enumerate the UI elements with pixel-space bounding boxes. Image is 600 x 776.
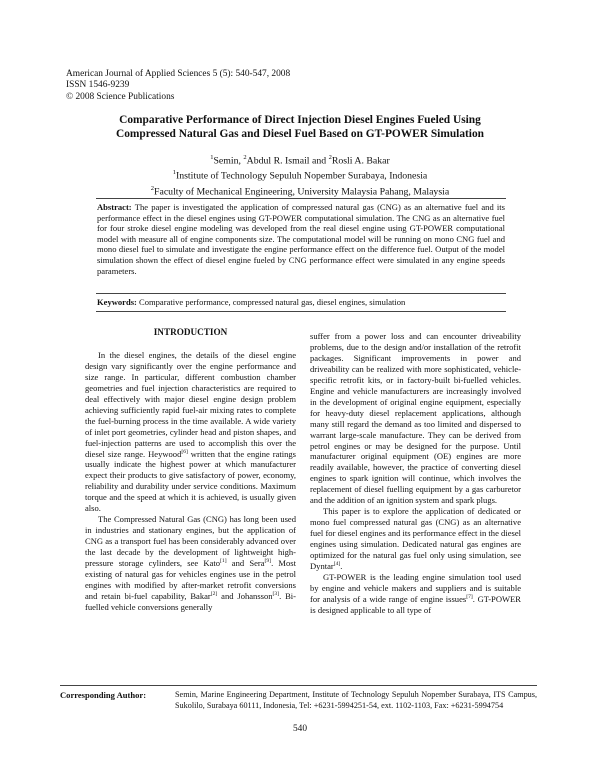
abstract-top-rule [96,198,506,199]
corresponding-author-label: Corresponding Author: [60,690,147,700]
citation-ref: [4] [333,561,341,568]
affiliation-2-text: Faculty of Mechanical Engineering, University Malaysia Pahang, Malaysia [154,186,450,198]
paper-title [60,113,540,142]
abstract-label: Abstract: [97,202,132,212]
intro-p2-text-d: and Johansson [217,590,273,601]
abstract [97,202,505,276]
journal-citation: American Journal of Applied Sciences 5 (5): 540-547, 2008 [66,69,291,79]
journal-copyright: © 2008 Science Publications [66,91,175,102]
affiliation-1 [60,167,540,182]
abstract-bottom-rule [96,293,506,294]
intro-p4-text-b: . [340,561,343,572]
intro-paragraph-3: suffer from a power loss and can encounter driveability problems, due to the design and/or installation of the retrofit packages. Significant improvements in power and driveability can be realized with more sophisticated, vehicle-specific retrofit kits, or in factory-built bi-fuelled vehicles. Engine and vehicle manufacturers are increasingly involved in the development of original engine equipment, especially for heavy-duty diesel replacement applications, although many still regard the demand as too limited and dispersed to warrant large-scale manufacture. They can be derived from petrol engines or may be designed for the purpose. Until manufacturer original equipment (OE) engines are more readily available, however, the practice of converting diesel engines to spark ignition will continue, which involves the replacement of diesel fuelling equipment by a gas carburetor and the addition of an ignition system and spark plugs. [310,331,521,506]
title-line-2: Compressed Natural Gas and Diesel Fuel Based on GT-POWER Simulation [115,128,485,141]
corresponding-author-text: Semin, Marine Engineering Department, Institute of Technology Sepuluh Nopember Surabaya, ITS Campus, Sukolilo, Surabaya 60111, Indonesia, Tel: +6231-5994251-54, ext. 1102-1103, Fax: +6231-5994754 [175,690,537,710]
author-1-marker: 1 [210,154,214,161]
intro-paragraph-5 [310,572,521,616]
author-3-marker: 2 [328,154,332,161]
abstract-text: The paper is investigated the application of compressed natural gas (CNG) as an alternative fuel and its performance effect in the diesel engines using GT-POWER computational simulation. The CNG as an alternative fuel for four stroke diesel engine modeling was developed from the real diesel engine using GT-POWER computational model with measure all of engine components size. The computational model will be running on mono CNG fuel and mono diesel fuel to simulate and investigate the engine performance effect on the difference fuel. Output of the model simulation shown the effect of diesel engine fueled by CNG performance effect were simulated in any engine speeds parameters. [97,202,506,276]
author-1: Semin, [213,155,244,167]
intro-p2-text-e: . Bi-fuelled vehicle conversions generally [85,590,296,612]
intro-p2-text-a: The Compressed Natural Gas (CNG) has long been used in industries and stationary engines, but the application of CNG as a transport fuel has been considerably advanced over the last decade by the development of lightweight high-pressure storage cylinders, see Kato [85,514,296,569]
keywords-bottom-rule [96,311,506,312]
intro-paragraph-4 [310,506,521,572]
intro-p1-text-b: written that the engine ratings usually indicate the highest power at which manufacturer expect their products to give satisfactory of power, economy, reliability and durability under service conditions. Maximum torque and the speed at which it is achieved, is usually given also. [85,448,296,514]
intro-paragraph-2 [85,514,296,613]
author-3: Rosli A. Bakar [331,155,390,167]
affiliation-2 [60,183,540,198]
affiliation-1-marker: 1 [172,169,176,177]
citation-ref: [1] [220,558,227,565]
title-line-1: Comparative Performance of Direct Injection Diesel Engines Fueled Using [119,114,481,126]
intro-paragraph-1 [85,350,296,514]
footnote-rule [60,685,537,686]
citation-ref: [3] [272,591,280,598]
intro-p2-text-c: . Most existing of natural gas for vehicles engines use in the petrol engines with modified by after-market retrofit conversions and retain bi-fuel capability, Bakar [85,558,296,601]
intro-p2-text-b: and Sera [226,558,265,569]
affiliation-1-text: Institute of Technology Sepuluh Nopember Surabaya, Indonesia [175,170,428,182]
keywords-text: Comparative performance, compressed natural gas, diesel engines, simulation [139,297,406,307]
journal-info [66,69,290,103]
keywords-label: Keywords: [97,297,137,307]
citation-ref: [6] [181,448,188,455]
author-block [60,152,540,198]
left-column [85,327,296,613]
section-heading-introduction: INTRODUCTION [153,327,228,337]
citation-ref: [7] [466,594,473,601]
page-number: 540 [292,724,308,734]
right-column [310,331,521,616]
intro-p1-text-a: In the diesel engines, the details of the diesel engine design vary significantly over the engine performance and size range. In particular, different combustion chamber geometries and fuel injection characteristics are required to deal effectively with major diesel engine design problem achieving sufficiently rapid fuel-air mixing rates to complete the fuel-burning process in the time available. A wide variety of inlet port geometries, cylinder head and piston shapes, and fuel-injection patterns are used to accomplish this over the diesel size range. Heywood [85,349,296,459]
intro-p4-text-a: This paper is to explore the application of dedicated or mono fuel compressed natural gas (CNG) as an alternative fuel for diesel engines and its performance effect in the diesel engines using simulation. Dedicated natural gas engines are optimized for the natural gas fuel only using simulation, see Dyntar [310,506,521,572]
citation-ref: [9] [264,558,272,565]
intro-p5-text-b: . GT-POWER is designed applicable to all type of [310,593,521,615]
keywords [97,297,505,308]
author-names [60,152,540,167]
journal-issn: ISSN 1546-9239 [66,80,130,91]
author-2-marker: 2 [243,154,247,161]
intro-p5-text-a: GT-POWER is the leading engine simulation tool used by engine and vehicle makers and suppliers and is suitable for analysis of a wide range of engine issues [310,571,521,604]
affiliation-2-marker: 2 [150,184,155,192]
citation-ref: [2] [210,591,218,598]
author-2: Abdul R. Ismail and [246,155,329,167]
